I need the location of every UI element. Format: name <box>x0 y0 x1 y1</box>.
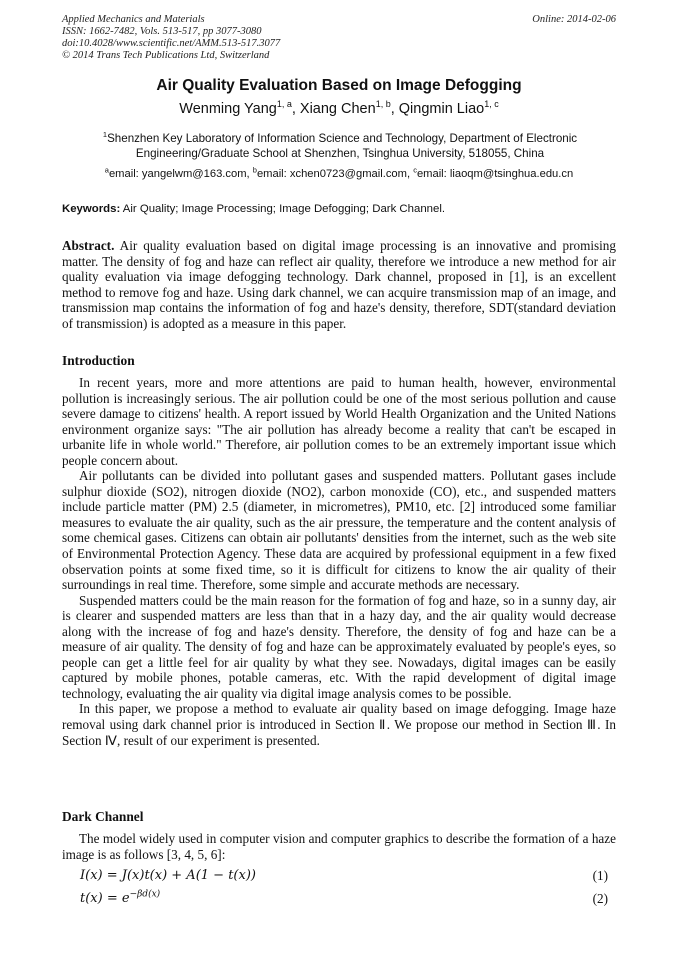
abstract-label: Abstract. <box>62 238 115 253</box>
author-name: Qingmin Liao <box>398 101 485 117</box>
issn-line: ISSN: 1662-7482, Vols. 513-517, pp 3077-3080 <box>62 26 262 37</box>
section-heading-dark-channel: Dark Channel <box>62 809 144 824</box>
email-link[interactable]: email: xchen0723@gmail.com, <box>256 168 414 180</box>
dark-channel-body <box>62 831 616 862</box>
author-list: Wenming Yang$^{1, a}$, Xiang Chen$^{1, b}$, Qingmin Liao$^{1, c}$ <box>179 99 499 117</box>
online-date: Online: 2014-02-06 <box>532 14 616 25</box>
author-sup: 1, c <box>484 99 499 110</box>
email-list <box>0 165 678 180</box>
author-sup: 1, b <box>375 99 391 110</box>
paragraph: In this paper, we propose a method to evaluate air quality based on image defogging. Image haze removal using dark channel prior is introduced in Section Ⅱ. We propose our method in Section Ⅲ. In Section Ⅳ, result of our experiment is presented. <box>62 701 616 748</box>
affiliation <box>70 131 610 161</box>
keywords-text: Air Quality; Image Processing; Image Defogging; Dark Channel. <box>120 203 446 215</box>
author-sup: 1, a <box>276 99 292 110</box>
equation-number: (1) <box>592 868 608 883</box>
email-sup: c <box>413 165 417 175</box>
equation-text: I(x) = J(x)t(x) + A(1 − t(x)) <box>80 868 256 883</box>
equation-exponent: −βd(x) <box>129 889 161 900</box>
author-name: Xiang Chen <box>299 101 376 117</box>
introduction-body <box>62 375 616 748</box>
paragraph: Suspended matters could be the main reason for the formation of fog and haze, so in a sunny day, air is clearer and suspended matters are less than that in a hazy day, and the air quality would decrease along with the increase of fog and haze's density. Therefore, the density of fog and haze can be a measure of air quality. The density of fog and haze can be approximately evaluated by people's eyes, so people can get a little feel for air quality by what they see. Nowadays, digital images can be easily captured by mobile phones, potable cameras, etc. With the rapid development of digital image technology, evaluating the air quality via digital image analysis comes to be possible. <box>62 592 616 701</box>
equation-1 <box>80 868 608 883</box>
keywords-label: Keywords: <box>62 203 121 215</box>
paragraph: Air pollutants can be divided into pollutant gases and suspended matters. Pollutant gases include sulphur dioxide (SO2), nitrogen dioxide (NO2), carbon monoxide (CO), etc., and suspended matters include particle matter (PM) 2.5 (diameter, in micrometres), PM10, etc. [2] introduced some familiar measures to evaluate the air quality, such as the air pressure, the temperature and the content analysis of some chemical gases. Citizens can obtain air pollutants' densities from the internet, such as the web site of Environmental Protection Agency. These data are acquired by professional equipment in a few fixed observation points at some fixed time, so it is difficult for citizens to know the air quality of their surroundings in real time. Therefore, some simple and accurate methods are necessary. <box>62 468 616 593</box>
email-sup: b <box>252 165 257 175</box>
author-name: Wenming Yang <box>179 101 277 117</box>
email-link[interactable]: email: liaoqm@tsinghua.edu.cn <box>416 168 574 180</box>
abstract-text: Air quality evaluation based on digital image processing is an innovative and promising matter. The density of fog and haze can reflect air quality, therefore we introduce a new method for air quality evaluation via image defogging technology. Dark channel, proposed in [1], is an excellent method to remove fog and haze. Using dark channel, we can acquire transmission map of an image, and transmission map contains the information of fog and haze's density, therefore, SDT(standard deviation of transmission) is adopted as a measure in this paper. <box>62 238 616 331</box>
equation-number: (2) <box>592 891 608 906</box>
equation-2 <box>80 891 608 906</box>
journal-name: Applied Mechanics and Materials <box>62 14 205 25</box>
doi-line: doi:10.4028/www.scientific.net/AMM.513-517.3077 <box>62 38 281 49</box>
abstract <box>62 238 616 331</box>
paper-title: Air Quality Evaluation Based on Image Defogging <box>156 77 522 94</box>
paragraph: In recent years, more and more attentions are paid to human health, however, environmental pollution is increasingly serious. The air pollution could be one of the most serious pollution and cause severe damage to citizens' health. A report issued by World Health Organization and the United Nations environment organize says: "The air pollution has already become a reality that can't be escaped in urbanite life in whole world." Therefore, air pollution comes to be an extremely important issue which people concern about. <box>62 375 616 468</box>
keywords <box>62 203 618 215</box>
email-sup: a <box>104 165 109 175</box>
affiliation-text: Shenzhen Key Laboratory of Information Science and Technology, Department of Electronic Engineering/Graduate School at Shenzhen, Tsinghua University, 518055, China <box>107 132 578 160</box>
email-link[interactable]: email: yangelwm@163.com, <box>108 168 253 180</box>
affiliation-sup: 1 <box>102 130 108 140</box>
equation-text: t(x) = e <box>80 891 130 906</box>
section-heading-introduction: Introduction <box>62 353 135 368</box>
copyright-line: © 2014 Trans Tech Publications Ltd, Switzerland <box>62 50 270 61</box>
paragraph: The model widely used in computer vision and computer graphics to describe the formation of a haze image is as follows [3, 4, 5, 6]: <box>62 831 616 862</box>
journal-header <box>62 14 618 62</box>
